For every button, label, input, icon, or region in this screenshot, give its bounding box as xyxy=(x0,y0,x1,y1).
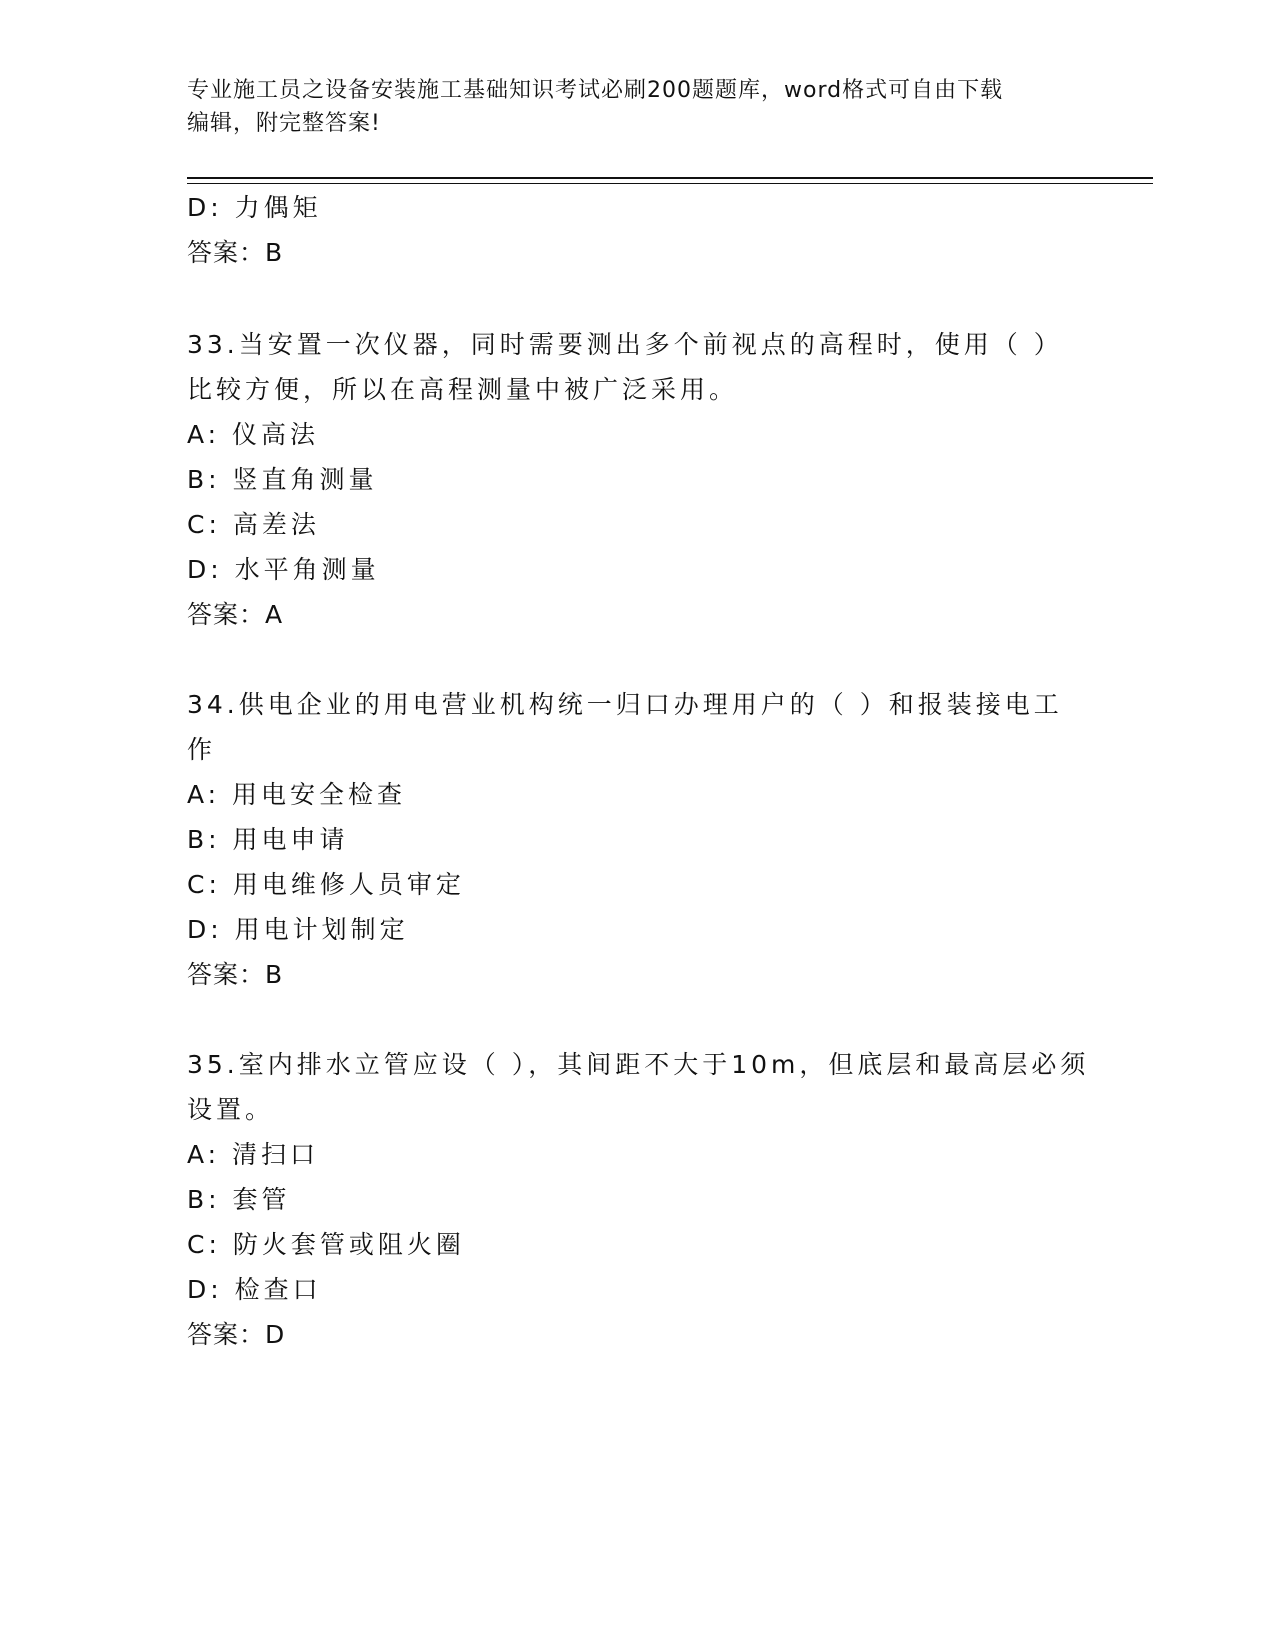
header-line-2: 编辑，附完整答案! xyxy=(187,111,381,136)
q35-text-line-1: 35.室内排水立管应设（ ），其间距不大于10m，但底层和最高层必须 xyxy=(187,1050,1090,1079)
header-divider-thick xyxy=(187,177,1153,179)
q34-answer: 答案：B xyxy=(187,960,284,989)
header-line-1: 专业施工员之设备安装施工基础知识考试必刷200题题库，word格式可自由下载 xyxy=(187,78,1004,103)
q33-text-line-2: 比较方便，所以在高程测量中被广泛采用。 xyxy=(187,375,739,404)
q34-text-line-2: 作 xyxy=(187,735,217,764)
q33-option-d: D: 水平角测量 xyxy=(187,555,380,584)
q34-option-d: D: 用电计划制定 xyxy=(187,915,409,944)
q35-answer: 答案：D xyxy=(187,1320,286,1349)
q34-text-line-1: 34.供电企业的用电营业机构统一归口办理用户的（ ）和报装接电工 xyxy=(187,690,1063,719)
q35-option-c: C: 防火套管或阻火圈 xyxy=(187,1230,465,1259)
prev-answer: 答案：B xyxy=(187,238,284,267)
q33-option-b: B: 竖直角测量 xyxy=(187,465,378,494)
q34-option-c: C: 用电维修人员审定 xyxy=(187,870,465,899)
q34-option-a: A: 用电安全检查 xyxy=(187,780,407,809)
q33-answer: 答案：A xyxy=(187,600,284,629)
q35-option-a: A: 清扫口 xyxy=(187,1140,320,1169)
q33-text-line-1: 33.当安置一次仪器，同时需要测出多个前视点的高程时，使用（ ） xyxy=(187,330,1063,359)
header-divider-thin xyxy=(187,183,1153,184)
q34-option-b: B: 用电申请 xyxy=(187,825,349,854)
q35-text-line-2: 设置。 xyxy=(187,1095,275,1124)
q33-option-a: A: 仪高法 xyxy=(187,420,320,449)
q35-option-d: D: 检查口 xyxy=(187,1275,322,1304)
prev-option-d: D: 力偶矩 xyxy=(187,193,322,222)
document-header xyxy=(187,74,1087,140)
q33-option-c: C: 高差法 xyxy=(187,510,320,539)
q35-option-b: B: 套管 xyxy=(187,1185,291,1214)
